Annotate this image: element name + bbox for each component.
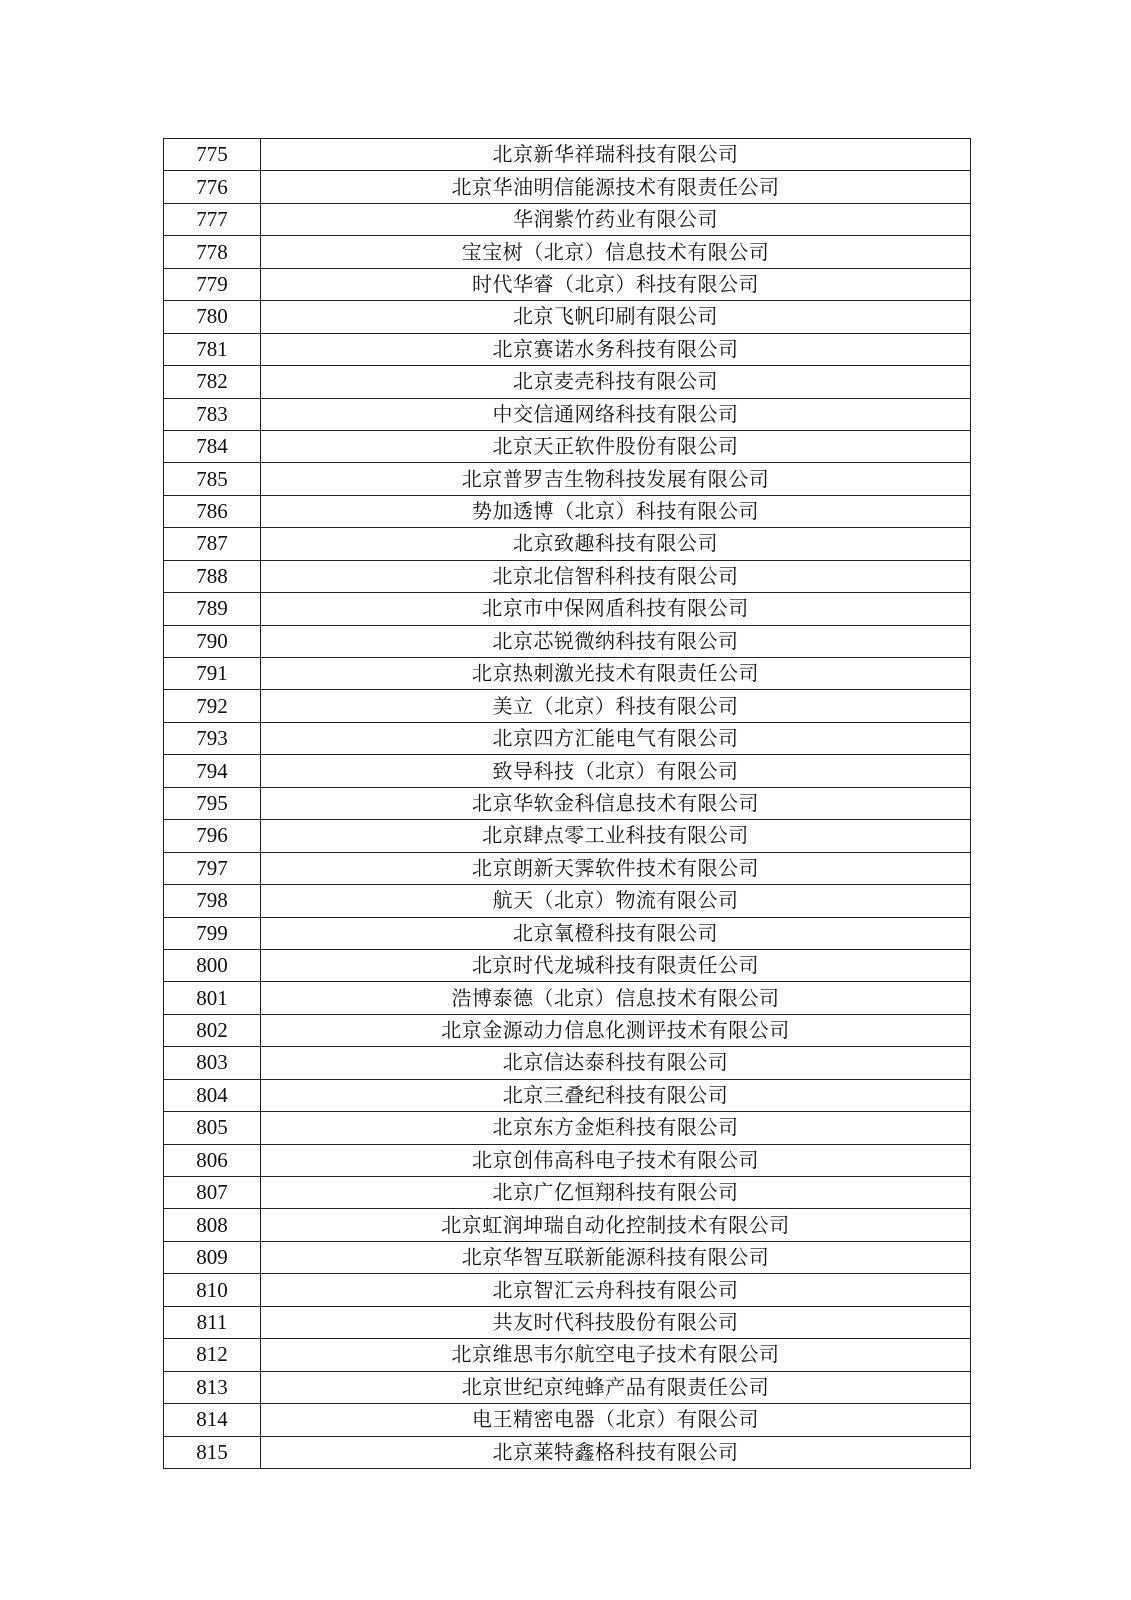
row-number-cell: 807 (164, 1177, 261, 1209)
row-number-cell: 804 (164, 1079, 261, 1111)
table-row (164, 917, 971, 949)
company-name-cell: 北京肆点零工业科技有限公司 (261, 820, 971, 852)
table-row (164, 755, 971, 787)
company-name-cell: 北京热刺激光技术有限责任公司 (261, 658, 971, 690)
company-name-cell: 北京三叠纪科技有限公司 (261, 1079, 971, 1111)
row-number-cell: 791 (164, 658, 261, 690)
table-row (164, 528, 971, 560)
company-name-cell: 航天（北京）物流有限公司 (261, 885, 971, 917)
row-number-cell: 780 (164, 301, 261, 333)
company-name-cell: 北京时代龙城科技有限责任公司 (261, 949, 971, 981)
row-number-cell: 788 (164, 560, 261, 592)
row-number-cell: 794 (164, 755, 261, 787)
company-name-cell: 宝宝树（北京）信息技术有限公司 (261, 236, 971, 268)
table-row (164, 268, 971, 300)
table-row (164, 1079, 971, 1111)
row-number-cell: 795 (164, 787, 261, 819)
table-row (164, 593, 971, 625)
table-row (164, 1306, 971, 1338)
table-row (164, 625, 971, 657)
row-number-cell: 789 (164, 593, 261, 625)
table-row (164, 1047, 971, 1079)
row-number-cell: 783 (164, 398, 261, 430)
row-number-cell: 786 (164, 495, 261, 527)
row-number-cell: 814 (164, 1404, 261, 1436)
table-row (164, 139, 971, 171)
row-number-cell: 784 (164, 430, 261, 462)
table-row (164, 1371, 971, 1403)
table-row (164, 1339, 971, 1371)
table-row (164, 690, 971, 722)
company-name-cell: 北京天正软件股份有限公司 (261, 430, 971, 462)
company-name-cell: 北京市中保网盾科技有限公司 (261, 593, 971, 625)
table-row (164, 658, 971, 690)
company-name-cell: 北京飞帆印刷有限公司 (261, 301, 971, 333)
company-name-cell: 北京芯锐微纳科技有限公司 (261, 625, 971, 657)
company-name-cell: 北京金源动力信息化测评技术有限公司 (261, 1014, 971, 1046)
company-name-cell: 北京氧橙科技有限公司 (261, 917, 971, 949)
row-number-cell: 815 (164, 1436, 261, 1468)
row-number-cell: 785 (164, 463, 261, 495)
company-name-cell: 北京朗新天霁软件技术有限公司 (261, 852, 971, 884)
row-number-cell: 778 (164, 236, 261, 268)
company-name-cell: 北京创伟高科电子技术有限公司 (261, 1144, 971, 1176)
row-number-cell: 805 (164, 1112, 261, 1144)
row-number-cell: 813 (164, 1371, 261, 1403)
table-row (164, 1404, 971, 1436)
row-number-cell: 810 (164, 1274, 261, 1306)
company-name-cell: 电王精密电器（北京）有限公司 (261, 1404, 971, 1436)
row-number-cell: 806 (164, 1144, 261, 1176)
row-number-cell: 802 (164, 1014, 261, 1046)
table-row (164, 560, 971, 592)
row-number-cell: 808 (164, 1209, 261, 1241)
table-row (164, 885, 971, 917)
table-row (164, 1274, 971, 1306)
table-row (164, 1177, 971, 1209)
table-row (164, 1112, 971, 1144)
company-name-cell: 北京华油明信能源技术有限责任公司 (261, 171, 971, 203)
row-number-cell: 792 (164, 690, 261, 722)
row-number-cell: 799 (164, 917, 261, 949)
row-number-cell: 775 (164, 139, 261, 171)
row-number-cell: 797 (164, 852, 261, 884)
table-row (164, 982, 971, 1014)
row-number-cell: 798 (164, 885, 261, 917)
company-name-cell: 北京华智互联新能源科技有限公司 (261, 1241, 971, 1273)
table-row (164, 1209, 971, 1241)
company-name-cell: 浩博泰德（北京）信息技术有限公司 (261, 982, 971, 1014)
table-row (164, 171, 971, 203)
row-number-cell: 781 (164, 333, 261, 365)
row-number-cell: 787 (164, 528, 261, 560)
row-number-cell: 812 (164, 1339, 261, 1371)
row-number-cell: 782 (164, 366, 261, 398)
row-number-cell: 777 (164, 203, 261, 235)
table-body (164, 139, 971, 1469)
table-row (164, 1144, 971, 1176)
table-row (164, 820, 971, 852)
table-row (164, 366, 971, 398)
row-number-cell: 776 (164, 171, 261, 203)
table-row (164, 852, 971, 884)
company-name-cell: 致导科技（北京）有限公司 (261, 755, 971, 787)
table-row (164, 949, 971, 981)
company-name-cell: 北京东方金炬科技有限公司 (261, 1112, 971, 1144)
table-row (164, 301, 971, 333)
table-row (164, 495, 971, 527)
table-row (164, 1241, 971, 1273)
company-name-cell: 北京普罗吉生物科技发展有限公司 (261, 463, 971, 495)
table-row (164, 1014, 971, 1046)
table-row (164, 203, 971, 235)
company-name-cell: 北京维思韦尔航空电子技术有限公司 (261, 1339, 971, 1371)
table-row (164, 463, 971, 495)
table-row (164, 430, 971, 462)
company-name-cell: 北京信达泰科技有限公司 (261, 1047, 971, 1079)
row-number-cell: 796 (164, 820, 261, 852)
row-number-cell: 811 (164, 1306, 261, 1338)
company-name-cell: 北京新华祥瑞科技有限公司 (261, 139, 971, 171)
table-row (164, 236, 971, 268)
company-name-cell: 北京世纪京纯蜂产品有限责任公司 (261, 1371, 971, 1403)
table-row (164, 1436, 971, 1468)
company-list-table (163, 138, 971, 1469)
company-name-cell: 北京致趣科技有限公司 (261, 528, 971, 560)
table-row (164, 722, 971, 754)
company-name-cell: 北京广亿恒翔科技有限公司 (261, 1177, 971, 1209)
company-name-cell: 北京莱特鑫格科技有限公司 (261, 1436, 971, 1468)
company-name-cell: 共友时代科技股份有限公司 (261, 1306, 971, 1338)
company-name-cell: 北京虹润坤瑞自动化控制技术有限公司 (261, 1209, 971, 1241)
company-name-cell: 时代华睿（北京）科技有限公司 (261, 268, 971, 300)
company-name-cell: 北京华软金科信息技术有限公司 (261, 787, 971, 819)
company-name-cell: 北京赛诺水务科技有限公司 (261, 333, 971, 365)
row-number-cell: 801 (164, 982, 261, 1014)
company-name-cell: 北京麦壳科技有限公司 (261, 366, 971, 398)
company-name-cell: 北京智汇云舟科技有限公司 (261, 1274, 971, 1306)
company-name-cell: 北京北信智科科技有限公司 (261, 560, 971, 592)
table-row (164, 398, 971, 430)
row-number-cell: 803 (164, 1047, 261, 1079)
row-number-cell: 779 (164, 268, 261, 300)
company-name-cell: 华润紫竹药业有限公司 (261, 203, 971, 235)
row-number-cell: 793 (164, 722, 261, 754)
company-name-cell: 中交信通网络科技有限公司 (261, 398, 971, 430)
row-number-cell: 790 (164, 625, 261, 657)
company-name-cell: 北京四方汇能电气有限公司 (261, 722, 971, 754)
table-row (164, 333, 971, 365)
company-name-cell: 美立（北京）科技有限公司 (261, 690, 971, 722)
row-number-cell: 809 (164, 1241, 261, 1273)
table-row (164, 787, 971, 819)
row-number-cell: 800 (164, 949, 261, 981)
company-name-cell: 势加透博（北京）科技有限公司 (261, 495, 971, 527)
